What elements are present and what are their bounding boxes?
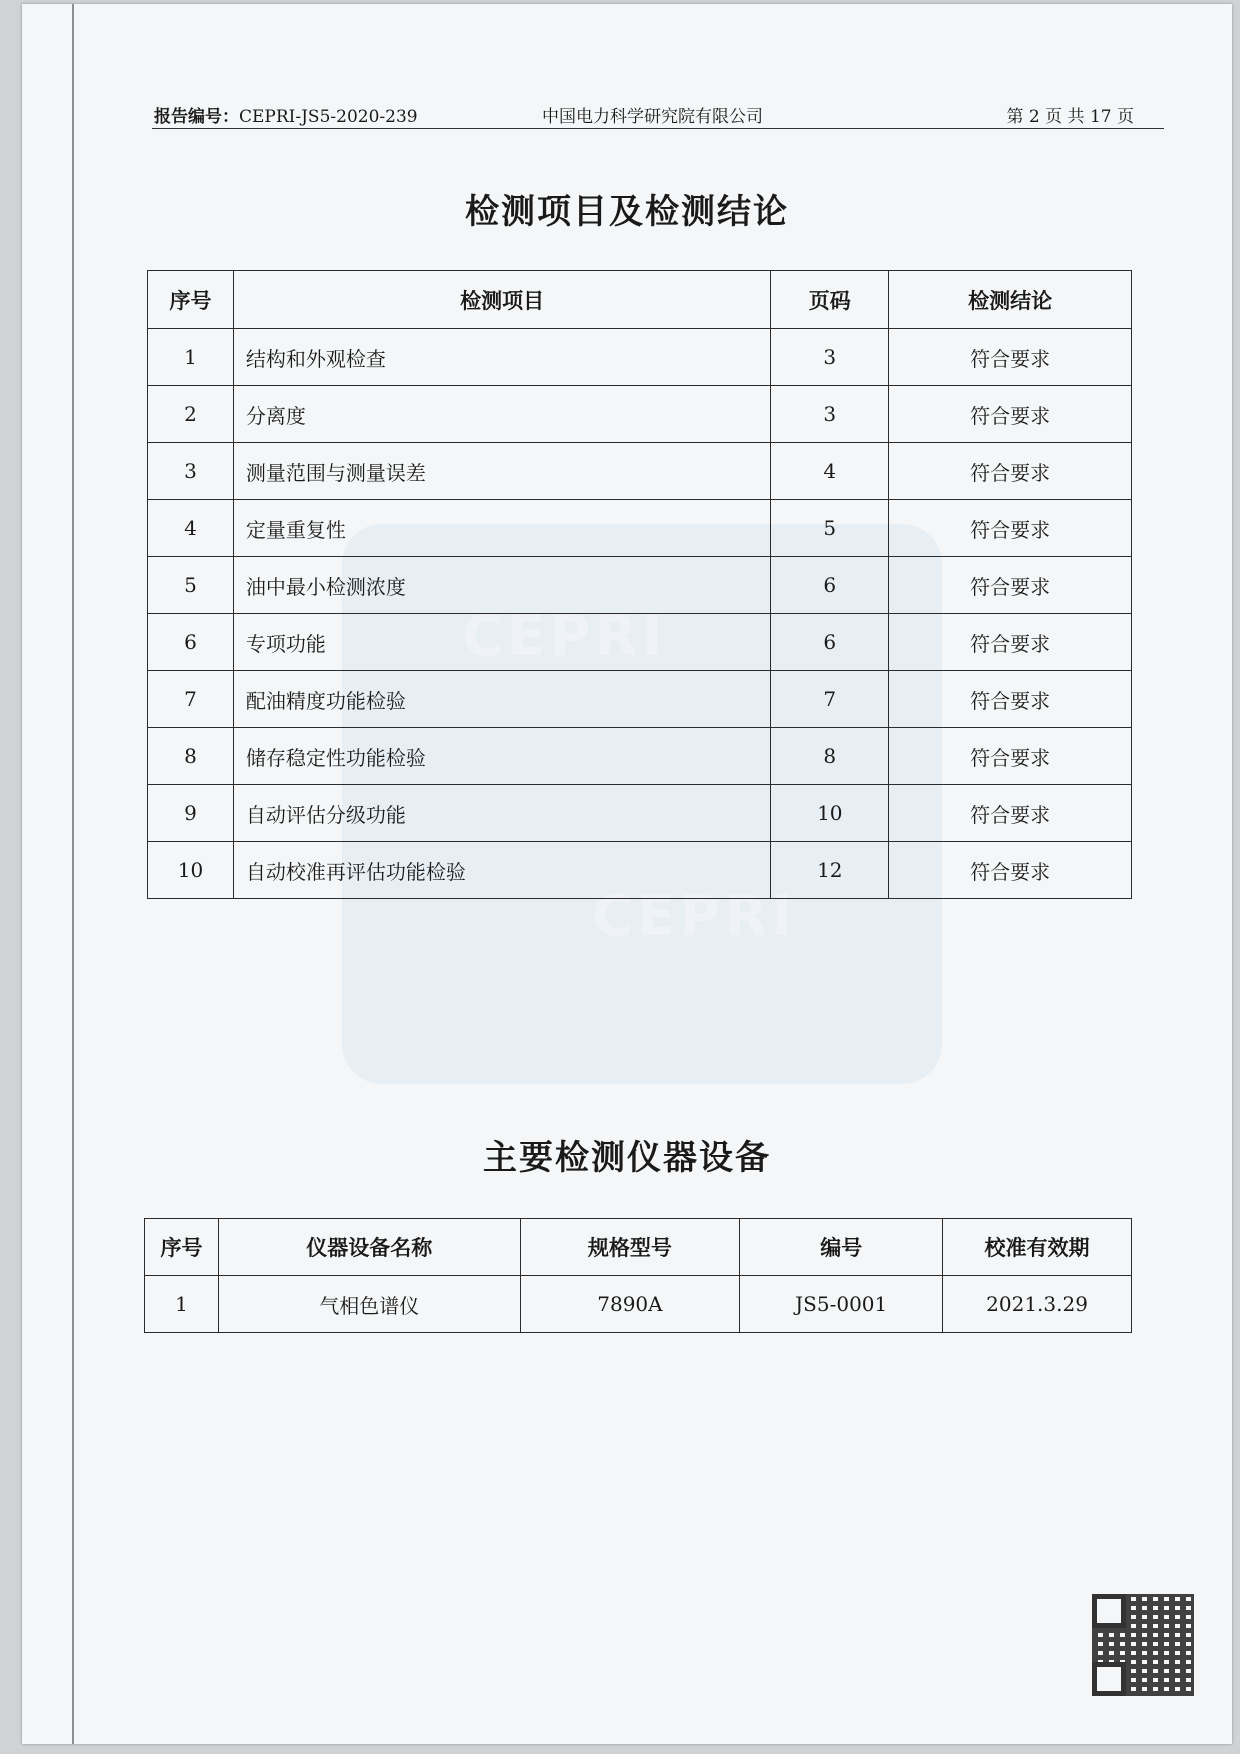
page-number: 6 xyxy=(771,614,889,671)
row-number: 6 xyxy=(148,614,234,671)
page-number: 3 xyxy=(771,329,889,386)
table-row xyxy=(148,614,1132,671)
test-result: 符合要求 xyxy=(889,557,1132,614)
test-item: 专项功能 xyxy=(233,614,770,671)
col-header: 编号 xyxy=(740,1219,943,1276)
results-header-row xyxy=(148,271,1132,329)
col-header: 校准有效期 xyxy=(943,1219,1132,1276)
page-number: 7 xyxy=(771,671,889,728)
row-number: 5 xyxy=(148,557,234,614)
test-item: 配油精度功能检验 xyxy=(233,671,770,728)
page-info: 第 2 页 共 17 页 xyxy=(1006,107,1134,127)
page-number: 8 xyxy=(771,728,889,785)
watermark-text: CEPRI xyxy=(592,884,797,949)
col-header: 序号 xyxy=(145,1219,219,1276)
table-row xyxy=(148,671,1132,728)
equipment-table xyxy=(144,1218,1132,1333)
row-number: 4 xyxy=(148,500,234,557)
test-item: 结构和外观检查 xyxy=(233,329,770,386)
test-item: 定量重复性 xyxy=(233,500,770,557)
test-result: 符合要求 xyxy=(889,614,1132,671)
table-row xyxy=(148,443,1132,500)
col-header: 检测项目 xyxy=(233,271,770,329)
table-row xyxy=(148,557,1132,614)
organization-name: 中国电力科学研究院有限公司 xyxy=(542,107,763,127)
test-result: 符合要求 xyxy=(889,329,1132,386)
table-row xyxy=(148,842,1132,899)
table-row xyxy=(148,785,1132,842)
test-item: 测量范围与测量误差 xyxy=(233,443,770,500)
results-table xyxy=(147,270,1132,899)
page-number: 10 xyxy=(771,785,889,842)
report-number-label: 报告编号： xyxy=(154,107,239,127)
row-number: 1 xyxy=(145,1276,219,1333)
test-result: 符合要求 xyxy=(889,386,1132,443)
test-item: 分离度 xyxy=(233,386,770,443)
page-number: 5 xyxy=(771,500,889,557)
equipment-name: 气相色谱仪 xyxy=(218,1276,520,1333)
equipment-title: 主要检测仪器设备 xyxy=(483,1138,771,1178)
page-number: 12 xyxy=(771,842,889,899)
test-result: 符合要求 xyxy=(889,842,1132,899)
row-number: 9 xyxy=(148,785,234,842)
test-item: 油中最小检测浓度 xyxy=(233,557,770,614)
page-fold-line xyxy=(72,4,74,1744)
test-result: 符合要求 xyxy=(889,500,1132,557)
col-header: 检测结论 xyxy=(889,271,1132,329)
report-page xyxy=(22,4,1232,1744)
equipment-model: 7890A xyxy=(520,1276,740,1333)
row-number: 1 xyxy=(148,329,234,386)
test-result: 符合要求 xyxy=(889,728,1132,785)
report-number xyxy=(154,102,418,127)
equipment-id: JS5-0001 xyxy=(740,1276,943,1333)
row-number: 2 xyxy=(148,386,234,443)
row-number: 8 xyxy=(148,728,234,785)
test-result: 符合要求 xyxy=(889,443,1132,500)
table-row xyxy=(148,500,1132,557)
equipment-header-row xyxy=(145,1219,1132,1276)
test-item: 自动评估分级功能 xyxy=(233,785,770,842)
page-number: 3 xyxy=(771,386,889,443)
page-number: 4 xyxy=(771,443,889,500)
col-header: 页码 xyxy=(771,271,889,329)
page-header xyxy=(152,100,1164,129)
col-header: 规格型号 xyxy=(520,1219,740,1276)
calibration-valid-until: 2021.3.29 xyxy=(943,1276,1132,1333)
page-number: 6 xyxy=(771,557,889,614)
report-number-value: CEPRI-JS5-2020-239 xyxy=(239,107,418,127)
col-header: 仪器设备名称 xyxy=(218,1219,520,1276)
table-row xyxy=(148,386,1132,443)
test-item: 储存稳定性功能检验 xyxy=(233,728,770,785)
test-item: 自动校准再评估功能检验 xyxy=(233,842,770,899)
watermark-text: CEPRI xyxy=(462,604,667,669)
qr-code xyxy=(1092,1594,1194,1696)
col-header: 序号 xyxy=(148,271,234,329)
table-row xyxy=(145,1276,1132,1333)
table-row xyxy=(148,728,1132,785)
row-number: 3 xyxy=(148,443,234,500)
row-number: 7 xyxy=(148,671,234,728)
test-result: 符合要求 xyxy=(889,671,1132,728)
table-row xyxy=(148,329,1132,386)
results-title: 检测项目及检测结论 xyxy=(465,192,789,232)
row-number: 10 xyxy=(148,842,234,899)
test-result: 符合要求 xyxy=(889,785,1132,842)
